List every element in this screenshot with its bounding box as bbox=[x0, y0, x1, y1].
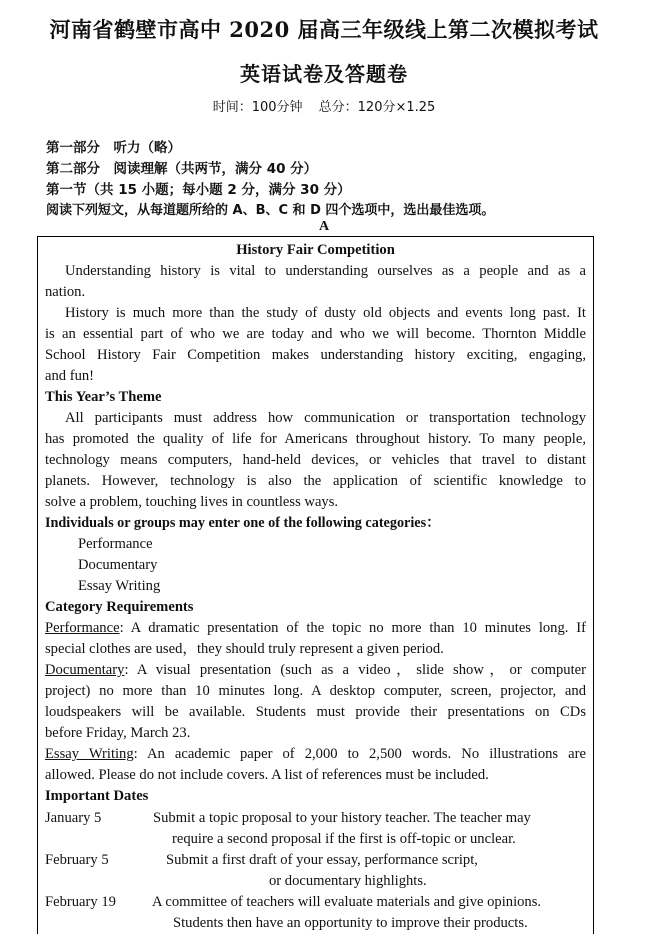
paragraph-line: Understanding history is vital to understanding ourselves as a people and as a bbox=[65, 263, 586, 279]
paragraph-line: School History Fair Competition makes understanding history exciting, engaging, bbox=[45, 347, 586, 363]
paragraph-line: and fun! bbox=[45, 368, 95, 384]
date-text: A committee of teachers will evaluate materials and give opinions. bbox=[152, 894, 542, 910]
exam-title: 河南省鹤壁市高中 2020 届高三年级线上第二次模拟考试 bbox=[49, 17, 599, 42]
paragraph-line: solve a problem, touching lives in countless ways. bbox=[45, 494, 339, 510]
requirements-heading: Category Requirements bbox=[45, 599, 194, 615]
paragraph-line: technology means computers, hand-held devices, or vehicles that travel to distant bbox=[45, 452, 586, 468]
performance-term: Performance bbox=[45, 620, 120, 636]
exam-subtitle: 英语试卷及答题卷 bbox=[240, 62, 408, 86]
paragraph-line: allowed. Please do not include covers. A list of references must be included. bbox=[45, 767, 489, 783]
essay-text: : An academic paper of 2,000 to 2,500 words. No illustrations are bbox=[133, 746, 586, 762]
date-text: or documentary highlights. bbox=[269, 873, 427, 889]
date-label: February 5 bbox=[45, 852, 109, 868]
category-item: Essay Writing bbox=[78, 578, 161, 594]
date-text: Submit a topic proposal to your history teacher. The teacher may bbox=[153, 810, 531, 826]
paragraph-line: is an essential part of who we are today and who we will become. Thornton Middle bbox=[45, 326, 586, 342]
performance-text: : A dramatic presentation of the topic no more than 10 minutes long. If bbox=[119, 620, 586, 636]
exam-meta bbox=[0, 96, 648, 115]
paragraph-line: nation. bbox=[45, 284, 86, 300]
exam-time: 时间：100分钟 bbox=[212, 100, 303, 115]
part-one-heading: 第一部分 听力（略） bbox=[46, 140, 181, 156]
paragraph-line: special clothes are used，they should truly represent a given period. bbox=[45, 641, 444, 657]
date-label: February 19 bbox=[45, 894, 116, 910]
theme-heading: This Year’s Theme bbox=[45, 389, 162, 405]
date-text: Students then have an opportunity to improve their products. bbox=[173, 915, 528, 931]
part-two-heading: 第二部分 阅读理解（共两节，满分 40 分） bbox=[46, 161, 318, 177]
documentary-term: Documentary bbox=[45, 662, 125, 678]
categories-heading: Individuals or groups may enter one of the following categories： bbox=[45, 515, 441, 531]
paragraph-line: project) no more than 10 minutes long. A desktop computer, screen, projector, and bbox=[45, 683, 586, 699]
exam-score: 总分：120分×1.25 bbox=[318, 100, 436, 115]
dates-heading: Important Dates bbox=[45, 788, 149, 804]
passage-label: A bbox=[318, 219, 330, 234]
essay-line bbox=[45, 744, 586, 765]
date-text: require a second proposal if the first is off-topic or unclear. bbox=[172, 831, 516, 847]
paragraph-line: has promoted the quality of life for Americans throughout history. To many people, bbox=[45, 431, 586, 447]
performance-line bbox=[45, 618, 586, 639]
paragraph-line: before Friday, March 23. bbox=[45, 725, 191, 741]
documentary-line bbox=[45, 660, 586, 681]
date-text: Submit a first draft of your essay, performance script, bbox=[166, 852, 478, 868]
date-label: January 5 bbox=[45, 810, 102, 826]
passage-title: History Fair Competition bbox=[236, 242, 395, 258]
instruction-text: 阅读下列短文，从每道题所给的 A、B、C 和 D 四个选项中，选出最佳选项。 bbox=[46, 203, 495, 218]
category-item: Documentary bbox=[78, 557, 158, 573]
essay-term: Essay Writing bbox=[45, 746, 134, 762]
category-item: Performance bbox=[78, 536, 153, 552]
paragraph-line: planets. However, technology is also the application of scientific knowledge to bbox=[45, 473, 586, 489]
paragraph-line: loudspeakers will be available. Students must provide their presentations on CDs bbox=[45, 704, 586, 720]
paragraph-line: History is much more than the study of dusty old objects and events long past. It bbox=[65, 305, 586, 321]
paragraph-line: All participants must address how communication or transportation technology bbox=[65, 410, 586, 426]
documentary-text: : A visual presentation (such as a video，slide show，or computer bbox=[124, 662, 586, 678]
section-one-heading: 第一节（共 15 小题；每小题 2 分，满分 30 分） bbox=[46, 182, 351, 198]
